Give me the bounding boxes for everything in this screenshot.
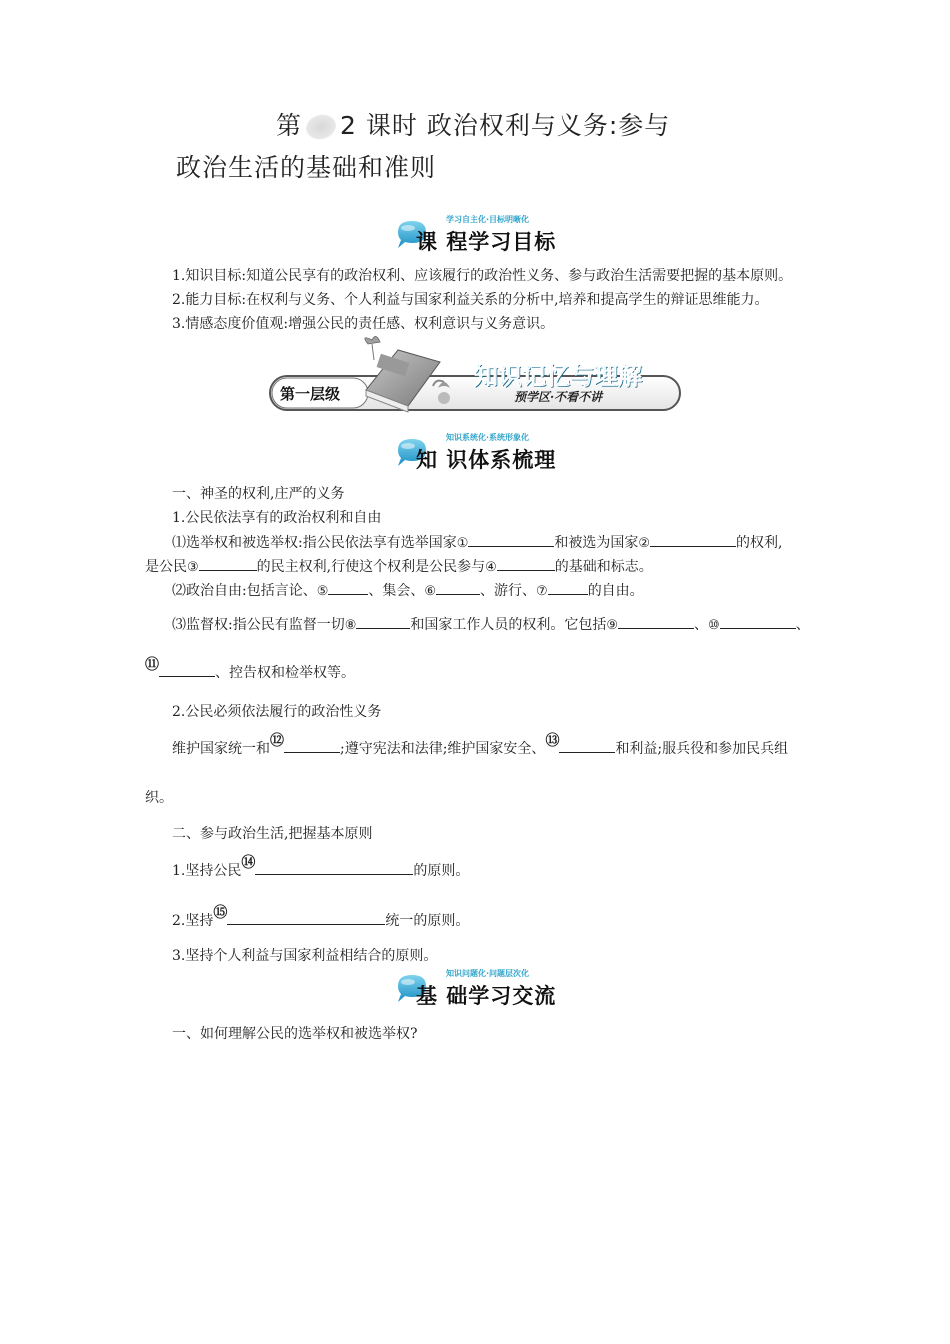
- title-rest: 2 课时 政治权利与义务:参与: [340, 111, 671, 140]
- section-header-basic: [394, 966, 564, 1006]
- blank-5[interactable]: [328, 580, 368, 595]
- blank-15[interactable]: [227, 910, 385, 925]
- butterfly-icon: [365, 336, 380, 344]
- principle-2: 2.坚持⑮ 统一的原则。: [172, 905, 470, 929]
- blank-13[interactable]: [559, 738, 615, 753]
- goal-item-3: 3.情感态度价值观:增强公民的责任感、权利意识与义务意识。: [172, 316, 555, 332]
- section-tagline: 学习自主化·目标明晰化: [446, 215, 530, 224]
- goal-item-2: 2.能力目标:在权利与义务、个人利益与国家利益关系的分析中,培养和提高学生的辩证思维能力。: [172, 292, 769, 308]
- blank-6[interactable]: [436, 580, 480, 595]
- heading-2: 二、参与政治生活,把握基本原则: [172, 826, 373, 842]
- banner-headline: 知识记忆与理解: [474, 362, 642, 390]
- blank-8[interactable]: [356, 614, 410, 629]
- section-title: 知 识体系梳理: [416, 448, 557, 472]
- title-prefix: 第: [276, 111, 303, 140]
- page-title-line1: [276, 106, 670, 142]
- para-freedom: ⑵政治自由:包括言论、⑤ 、集会、⑥ 、游行、⑦ 的自由。: [172, 580, 644, 602]
- page-title-line2: 政治生活的基础和准则: [176, 153, 437, 182]
- blank-11[interactable]: [159, 662, 215, 677]
- blank-2[interactable]: [650, 532, 736, 547]
- ink-blot-mark: [303, 112, 338, 143]
- para-election-line2: 是公民③ 的民主权利,行使这个权利是公民参与④ 的基础和标志。: [145, 556, 653, 578]
- para-rights: 1.公民依法享有的政治权利和自由: [172, 510, 382, 526]
- question-1: 一、如何理解公民的选举权和被选举权?: [172, 1026, 418, 1042]
- blank-14[interactable]: [255, 860, 413, 875]
- blank-7[interactable]: [548, 580, 588, 595]
- para-duties-detail: 维护国家统一和⑫ ;遵守宪法和法律;维护国家安全、⑬ 和利益;服兵役和参加民兵组: [172, 733, 789, 757]
- banner-sub: 预学区·不看不讲: [514, 390, 603, 404]
- para-election-line1: ⑴选举权和被选举权:指公民依法享有选举国家① 和被选为国家② 的权利,: [172, 532, 782, 554]
- heading-1: 一、神圣的权利,庄严的义务: [172, 486, 345, 502]
- blank-4[interactable]: [497, 556, 555, 571]
- para-supervision-line1: ⑶监督权:指公民有监督一切⑧ 和国家工作人员的权利。它包括⑨ 、⑩ 、: [172, 614, 810, 636]
- section-tagline: 知识系统化·系统形象化: [446, 433, 530, 442]
- para-supervision-line2: ⑪ 、控告权和检举权等。: [145, 657, 355, 681]
- principle-3: 3.坚持个人利益与国家利益相结合的原则。: [172, 948, 438, 964]
- section-header-knowledge: [394, 430, 564, 470]
- section-title: 课 程学习目标: [416, 230, 557, 254]
- blank-9[interactable]: [618, 614, 694, 629]
- section-tagline: 知识问题化·问题层次化: [446, 969, 530, 978]
- blank-10[interactable]: [720, 614, 796, 629]
- level-banner: [268, 336, 684, 418]
- section-title: 基 础学习交流: [416, 984, 557, 1008]
- section-header-goals: [394, 212, 564, 252]
- blank-3[interactable]: [199, 556, 257, 571]
- blank-1[interactable]: [468, 532, 554, 547]
- para-duties-detail-end: 织。: [145, 790, 173, 806]
- para-duties: 2.公民必须依法履行的政治性义务: [172, 704, 382, 720]
- principle-1: 1.坚持公民⑭ 的原则。: [172, 855, 470, 879]
- goal-item-1: 1.知识目标:知道公民享有的政治权利、应该履行的政治性义务、参与政治生活需要把握的基本原则。: [172, 268, 793, 284]
- blank-12[interactable]: [284, 738, 340, 753]
- level-label: 第一层级: [280, 385, 341, 403]
